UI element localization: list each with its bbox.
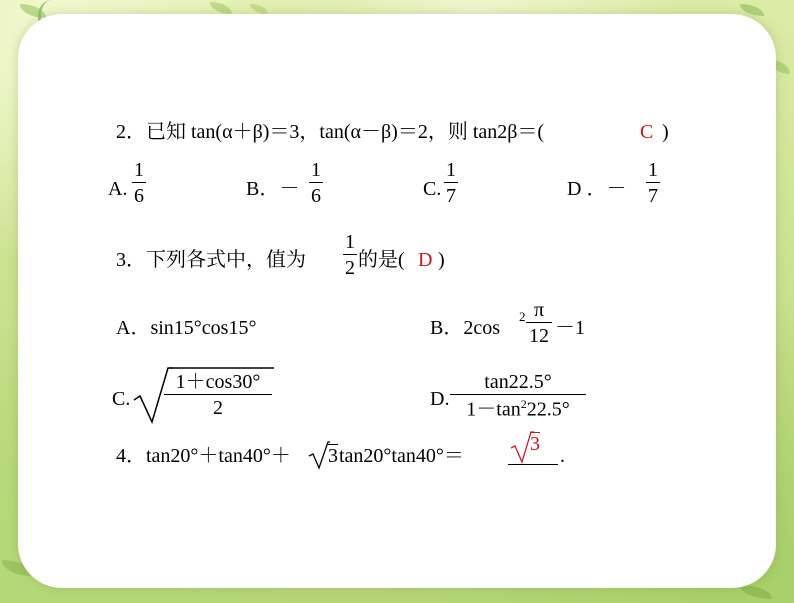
question-3-answer: D: [418, 249, 433, 271]
q3-option-b-exponent: 2: [519, 309, 526, 324]
numerator: 1: [345, 231, 355, 253]
q3-option-b-fraction: [526, 300, 552, 346]
question-3-fraction: [343, 232, 357, 278]
denominator-exponent: 2: [520, 397, 527, 411]
q2-option-d-fraction: [646, 160, 660, 206]
radical-bar: [170, 366, 274, 370]
q3-option-b-suffix: －1: [555, 317, 585, 339]
square-root-icon: [308, 440, 330, 470]
numerator: 1: [446, 159, 456, 181]
denominator: 7: [446, 185, 456, 207]
numerator: π: [533, 299, 545, 321]
denominator: 7: [648, 185, 658, 207]
q2-option-a-fraction: [132, 160, 146, 206]
denominator: 2: [345, 257, 355, 279]
leaf-decoration: [740, 585, 772, 599]
question-2-close-paren: ): [662, 121, 669, 143]
fraction-bar: [164, 394, 272, 395]
leaf-decoration: [250, 4, 268, 14]
leaf-decoration: [210, 2, 232, 14]
q2-option-c-fraction: [444, 160, 458, 206]
denominator: 6: [311, 185, 321, 207]
question-2-answer: C: [640, 121, 654, 143]
q3-option-a: A．sin15°cos15°: [116, 317, 257, 339]
q3-option-c-fraction: [164, 372, 272, 418]
question-4-root-value: 3: [328, 445, 338, 467]
fraction-bar: [132, 182, 146, 183]
q2-option-a-label: A.: [108, 178, 128, 200]
fraction-bar: [444, 182, 458, 183]
q2-option-b-label: B．－: [246, 178, 300, 200]
numerator: 1: [648, 159, 658, 181]
fraction-bar: [309, 182, 323, 183]
question-3-text: 3．下列各式中，值为: [116, 249, 306, 271]
question-4-answer-value: 3: [530, 433, 540, 455]
q2-option-b-fraction: [309, 160, 323, 206]
question-4-end: .: [560, 445, 565, 467]
q2-option-c-label: C.: [423, 178, 442, 200]
question-2-text: 2．已知 tan(α＋β)＝3，tan(α－β)＝2，则 tan2β＝(: [116, 121, 545, 143]
numerator: 1: [134, 159, 144, 181]
numerator: 1＋cos30°: [175, 371, 261, 393]
fraction-bar: [646, 182, 660, 183]
denominator-part: 1－tan: [466, 398, 521, 421]
fraction-bar: [450, 394, 586, 395]
question-4-text-after: tan20°tan40°＝: [339, 445, 464, 467]
question-4-text: 4．tan20°＋tan40°＋: [116, 445, 291, 467]
numerator: 1: [311, 159, 321, 181]
question-3-close-paren: ): [438, 249, 445, 271]
q3-option-d-label: D.: [430, 388, 450, 410]
content-card: [18, 14, 776, 588]
denominator-part: 22.5°: [526, 398, 570, 421]
fraction-bar: [343, 254, 357, 255]
denominator: 6: [134, 185, 144, 207]
denominator: 12: [529, 325, 549, 347]
q3-option-c-label: C.: [112, 388, 131, 410]
q3-option-d-fraction: [450, 372, 586, 420]
denominator: [466, 398, 569, 420]
answer-blank-line: [508, 464, 558, 465]
numerator: tan22.5°: [484, 371, 552, 393]
question-3-text-after: 的是(: [358, 249, 405, 271]
q3-option-b-label: B．2cos: [430, 317, 500, 339]
fraction-bar: [526, 322, 552, 323]
leaf-decoration: [740, 4, 764, 16]
denominator: 2: [213, 397, 223, 419]
q2-option-d-label: D ．－: [567, 178, 627, 200]
